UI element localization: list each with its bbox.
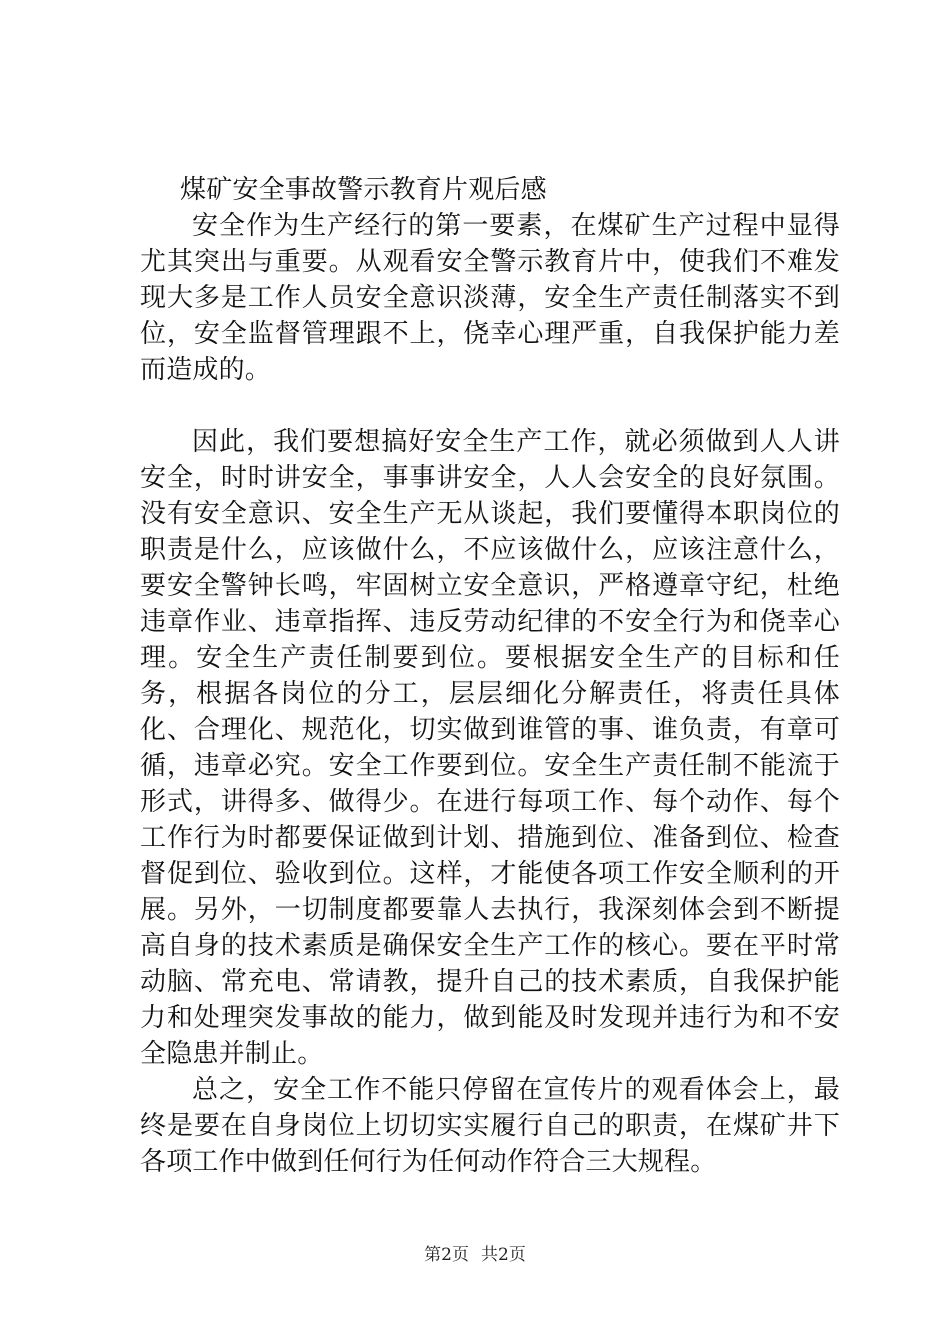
document-title: 煤矿安全事故警示教育片观后感 xyxy=(180,175,547,205)
paragraph-3: 总之，安全工作不能只停留在宣传片的观看体会上，最终是要在自身岗位上切切实实履行自己的职责，在煤矿井下各项工作中做到任何行为任何动作符合三大规程。 xyxy=(140,1075,840,1177)
paragraph-1: 安全作为生产经行的第一要素，在煤矿生产过程中显得尤其突出与重要。从观看安全警示教育片中，使我们不难发现大多是工作人员安全意识淡薄，安全生产责任制落实不到位，安全监督管理跟不上，侥幸心理严重，自我保护能力差而造成的。 xyxy=(140,211,840,385)
paragraph-2: 因此，我们要想搞好安全生产工作，就必须做到人人讲安全，时时讲安全，事事讲安全，人人会安全的良好氛围。没有安全意识、安全生产无从谈起，我们要懂得本职岗位的职责是什么，应该做什么，不应该做什么，应该注意什么，要安全警钟长鸣，牢固树立安全意识，严格遵章守纪，杜绝违章作业、违章指挥、违反劳动纪律的不安全行为和侥幸心理。安全生产责任制要到位。要根据安全生产的目标和任务，根据各岗位的分工，层层细化分解责任，将责任具体化、合理化、规范化，切实做到谁管的事、谁负责，有章可循，违章必究。安全工作要到位。安全生产责任制不能流于形式，讲得多、做得少。在进行每项工作、每个动作、每个工作行为时都要保证做到计划、措施到位、准备到位、检查督促到位、验收到位。这样，才能使各项工作安全顺利的开展。另外，一切制度都要靠人去执行，我深刻体会到不断提高自身的技术素质是确保安全生产工作的核心。要在平时常动脑、常充电、常请教，提升自己的技术素质，自我保护能力和处理突发事故的能力，做到能及时发现并违行为和不安全隐患并制止。 xyxy=(140,427,840,1069)
page-footer xyxy=(0,1244,950,1266)
document-body xyxy=(140,172,840,1180)
page-total: 共2页 xyxy=(481,1245,526,1265)
paragraph-spacer xyxy=(140,388,840,424)
page-number: 第2页 xyxy=(424,1245,469,1265)
